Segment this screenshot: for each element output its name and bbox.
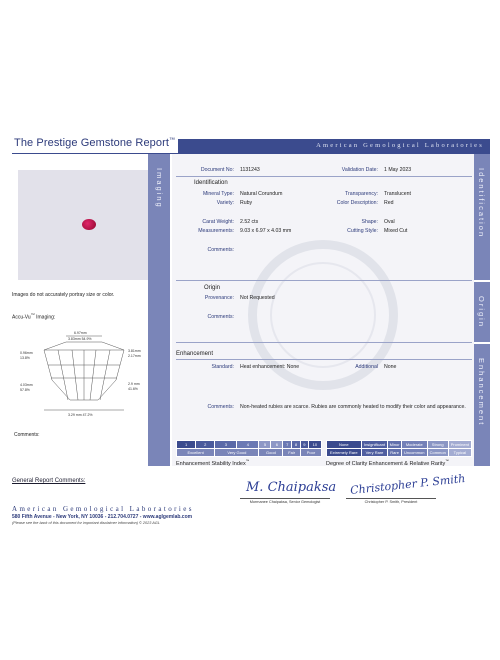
clarity-level: Insignificant [361, 441, 388, 449]
imaging-comments-label: Comments: [14, 432, 40, 438]
clarity-level: Prominent [448, 441, 471, 449]
standard: Heat enhancement: None [240, 364, 300, 370]
footer-lab-name: American Gemological Laboratories [12, 505, 194, 513]
mineral-type: Natural Corundum [240, 191, 283, 197]
clarity-rarity: Typical [448, 449, 471, 457]
stability-number-8: 8 [292, 441, 301, 449]
divider [176, 342, 472, 343]
svg-text:57.8%: 57.8% [20, 388, 30, 392]
enhancement-band [474, 344, 490, 466]
imaging-band-label: Imaging [155, 168, 164, 209]
origin-band-label: Origin [477, 296, 486, 329]
color-description-label: Color Description: [336, 200, 378, 206]
signature-1-caption: Mormanee Chaipaksa, Senior Gemologist [249, 500, 321, 504]
report-title: The Prestige Gemstone Report™ [14, 137, 176, 149]
clarity-rarity: Rare [388, 449, 401, 457]
stability-number-9: 9 [300, 441, 308, 449]
clarity-rarity: Uncommon [401, 449, 427, 457]
origin-band [474, 282, 490, 342]
stability-word: Excellent [177, 449, 215, 457]
footer-disclaimer: (Please see the back of this document for important disclaimer information) © 2023 AGL [12, 521, 160, 525]
identification-band [474, 154, 490, 280]
footer-address: 580 Fifth Avenue - New York, NY 10036 - 212.704.0727 - www.aglgemlab.com [12, 514, 193, 520]
variety-label: Variety: [216, 200, 234, 206]
identification-comments-label: Comments: [207, 247, 234, 253]
clarity-level: Minor [389, 442, 400, 447]
image-disclaimer: Images do not accurately portray size or color. [12, 292, 115, 298]
svg-text:2.9 mm: 2.9 mm [128, 382, 140, 386]
lab-banner: American Gemological Laboratories [178, 139, 490, 154]
provenance: Not Requested [240, 295, 275, 301]
stability-number-10: 10 [308, 441, 321, 449]
measurements: 9.03 x 6.97 x 4.03 mm [240, 228, 292, 234]
identification-band-label: Identification [477, 168, 486, 239]
svg-text:3.81mm: 3.81mm [128, 349, 141, 353]
accu-vu-profile-diagram [18, 330, 148, 420]
signature-2-caption: Christopher P. Smith, President [364, 500, 418, 504]
svg-text:13.8%: 13.8% [20, 356, 30, 360]
divider [176, 176, 472, 177]
measurements-label: Measurements: [198, 228, 234, 234]
svg-text:2.17mm: 2.17mm [128, 354, 141, 358]
enhancement-heading: Enhancement [176, 351, 214, 357]
stability-index-scale [176, 440, 322, 457]
clarity-rarity: Extremely Rare [327, 449, 362, 457]
seal-inner-ring [270, 262, 376, 368]
divider [176, 359, 472, 360]
origin-heading: Origin [204, 285, 221, 291]
validation-date-label: Validation Date: [341, 167, 378, 173]
identification-heading: Identification [194, 180, 228, 186]
divider [240, 498, 330, 499]
additional-label: Additional [355, 364, 378, 370]
stability-number-7: 7 [283, 441, 292, 449]
stability-index-title: Enhancement Stability Index™ [176, 459, 250, 467]
stability-number-4: 4 [237, 441, 259, 449]
enhancement-band-label: Enhancement [477, 358, 486, 427]
carat-weight: 2.52 cts [240, 219, 259, 225]
stability-word: Very Good [215, 449, 259, 457]
signature-1: M. Chaipaksa [246, 480, 337, 495]
stability-number-1: 1 [177, 441, 196, 449]
standard-label: Standard: [211, 364, 234, 370]
general-comments-label: General Report Comments: [12, 478, 86, 484]
transparency-label: Transparency: [345, 191, 378, 197]
mineral-type-label: Mineral Type: [202, 191, 234, 197]
clarity-level: Moderate [401, 441, 427, 449]
svg-text:3.83mm 54.9%: 3.83mm 54.9% [68, 337, 92, 341]
enhancement-comments: Non-heated rubies are scarce. Rubies are commonly heated to modify their color and appearance. [240, 404, 466, 410]
provenance-label: Provenance: [204, 295, 234, 301]
svg-text:4.03mm: 4.03mm [20, 383, 33, 387]
clarity-level: Strong [427, 441, 448, 449]
stability-number-2: 2 [196, 441, 215, 449]
signature-2: Christopher P. Smith [349, 471, 466, 498]
stability-number-3: 3 [215, 441, 237, 449]
stability-number-6: 6 [271, 441, 283, 449]
cutting-style: Mixed Cut [384, 228, 408, 234]
additional: None [384, 364, 397, 370]
cutting-style-label: Cutting Style: [347, 228, 378, 234]
carat-weight-label: Carat Weight: [202, 219, 234, 225]
stability-word: Good [259, 449, 283, 457]
stability-number-5: 5 [259, 441, 271, 449]
clarity-level: None [327, 441, 362, 449]
validation-date: 1 May 2023 [384, 167, 412, 173]
stability-word: Poor [300, 449, 321, 457]
stability-word: Fair [283, 449, 301, 457]
clarity-scale-title: Degree of Clarity Enhancement & Relative Rarity™ [326, 459, 449, 467]
clarity-enhancement-scale [326, 440, 472, 457]
document-no-label: Document No: [200, 167, 234, 173]
accu-vu-label: Accu-Vu™ Imaging: [12, 312, 56, 321]
enhancement-comments-label: Comments: [207, 404, 234, 410]
svg-text:3.29 mm 47.2%: 3.29 mm 47.2% [68, 413, 93, 417]
imaging-band [148, 154, 170, 466]
svg-text:41.6%: 41.6% [128, 387, 138, 391]
transparency: Translucent [384, 191, 411, 197]
shape-label: Shape: [361, 219, 378, 225]
divider [176, 280, 472, 281]
svg-text:0.96mm: 0.96mm [20, 351, 33, 355]
shape: Oval [384, 219, 395, 225]
ruby-gem-image [82, 219, 96, 230]
divider [346, 498, 436, 499]
crown-outline [44, 342, 124, 350]
origin-comments-label: Comments: [207, 314, 234, 320]
document-no: 1131243 [240, 167, 260, 173]
clarity-rarity: Common [427, 449, 448, 457]
color-description: Red [384, 200, 394, 206]
svg-text:6.97mm: 6.97mm [74, 331, 87, 335]
variety: Ruby [240, 200, 253, 206]
clarity-rarity: Very Rare [361, 449, 388, 457]
